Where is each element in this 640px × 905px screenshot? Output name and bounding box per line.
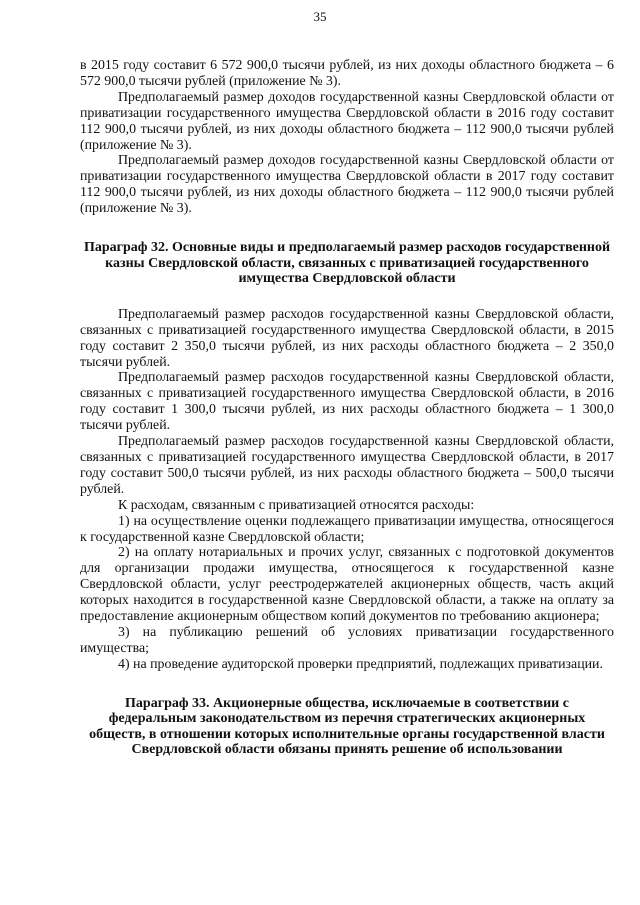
- paragraph-income-2015: в 2015 году составит 6 572 900,0 тысячи рублей, из них доходы областного бюджета – 6 572 900,0 тысячи рублей (приложение № 3).: [80, 58, 614, 89]
- paragraph-income-2017: Предполагаемый размер доходов государственной казны Свердловской области от приватизации государственного имущества Свердловской области в 2017 году составит 112 900,0 тысячи рублей, из них доходы областного бюджета – 112 900,0 тысячи рублей (приложение № 3).: [80, 153, 614, 217]
- paragraph-expenses-2015: Предполагаемый размер расходов государственной казны Свердловской области, связанных с приватизацией государственного имущества Свердловской области, в 2015 году составит 2 350,0 тысячи рублей, из них расходы областного бюджета – 2 350,0 тысячи рублей.: [80, 306, 614, 370]
- section-heading-33: Параграф 33. Акционерные общества, исключаемые в соответствии с федеральным законодательством из перечня стратегических акционерных обществ, в отношении которых исполнительные органы государственной власти Свердловской области обязаны принять решение об использовании: [89, 695, 605, 758]
- page-number: 35: [313, 9, 327, 24]
- paragraph-expenses-intro: К расходам, связанным с приватизацией относятся расходы:: [118, 497, 475, 513]
- list-item-1: 1) на осуществление оценки подлежащего приватизации имущества, относящегося к государственной казне Свердловской области;: [80, 513, 614, 545]
- document-body: [80, 58, 614, 758]
- section-heading-32: Параграф 32. Основные виды и предполагаемый размер расходов государственной казны Свердловской области, связанных с приватизацией государственного имущества Свердловской области: [83, 240, 611, 287]
- paragraph-expenses-2016: Предполагаемый размер расходов государственной казны Свердловской области, связанных с приватизацией государственного имущества Свердловской области, в 2016 году составит 1 300,0 тысячи рублей, из них расходы областного бюджета – 1 300,0 тысячи рублей.: [80, 370, 614, 434]
- list-item-4: 4) на проведение аудиторской проверки предприятий, подлежащих приватизации.: [118, 656, 603, 672]
- list-item-2: 2) на оплату нотариальных и прочих услуг, связанных с подготовкой документов для организации продажи имущества, относящегося к государственной казне Свердловской области, услуг реестродержателей акционерных обществ, часть акций которых находится в государственной казне Свердловской области, а также на оплату за предоставление акционерным обществом копий документов по требованию акционера;: [80, 545, 614, 625]
- list-item-3: 3) на публикацию решений об условиях приватизации государственного имущества;: [80, 624, 614, 656]
- paragraph-expenses-2017: Предполагаемый размер расходов государственной казны Свердловской области, связанных с приватизацией государственного имущества Свердловской области, в 2017 году составит 500,0 тысячи рублей, из них расходы областного бюджета – 500,0 тысячи рублей.: [80, 434, 614, 497]
- paragraph-income-2016: Предполагаемый размер доходов государственной казны Свердловской области от приватизации государственного имущества Свердловской области в 2016 году составит 112 900,0 тысячи рублей, из них доходы областного бюджета – 112 900,0 тысячи рублей (приложение № 3).: [80, 89, 614, 153]
